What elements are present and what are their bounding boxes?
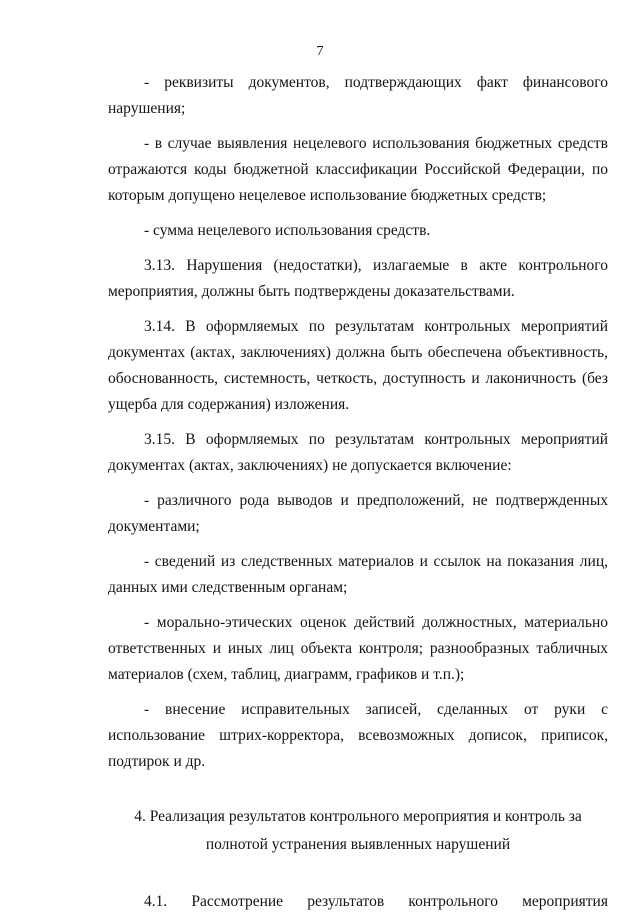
paragraph: - различного рода выводов и предположений, не подтвержденных документами; [108, 492, 608, 535]
paragraph: - реквизиты документов, подтверждающих факт финансового нарушения; [108, 74, 608, 117]
subsection-word: результатов [307, 893, 385, 910]
subsection-word: Рассмотрение [191, 893, 284, 910]
section-heading [108, 803, 608, 859]
section-heading-line: 4. Реализация результатов контрольного мероприятия и контроль за [134, 808, 582, 825]
paragraph: - сведений из следственных материалов и ссылок на показания лиц, данных ими следственным органам; [108, 553, 608, 596]
paragraph: 3.13. Нарушения (недостатки), излагаемые в акте контрольного мероприятия, должны быть подтверждены доказательствами. [108, 257, 608, 300]
document-body [108, 70, 608, 915]
paragraph: - морально-этических оценок действий должностных, материально ответственных и иных лиц объекта контроля; разнообразных табличных материалов (схем, таблиц, диаграмм, графиков и т.п.); [108, 614, 608, 683]
paragraph: - внесение исправительных записей, сделанных от руки с использование штрих-корректора, всевозможных дописок, приписок, подтирок и др. [108, 701, 608, 770]
subsection-number: 4.1. [144, 893, 168, 910]
page-number: 7 [316, 44, 324, 59]
paragraph: 3.15. В оформляемых по результатам контрольных мероприятий документах (актах, заключениях) не допускается включение: [108, 431, 608, 474]
subsection-word: мероприятия [522, 893, 608, 910]
section-heading-line: полнотой устранения выявленных нарушений [205, 836, 511, 853]
subsection-start [108, 889, 608, 915]
paragraph: 3.14. В оформляемых по результатам контрольных мероприятий документах (актах, заключениях) должна быть обеспечена объективность, обоснованность, системность, четкость, доступность и лаконичность (без ущерба для содержания) изложения. [108, 318, 608, 413]
subsection-word: контрольного [408, 893, 498, 910]
paragraph: - в случае выявления нецелевого использования бюджетных средств отражаются коды бюджетной классификации Российской Федерации, по которым допущено нецелевое использование бюджетных средств; [108, 135, 608, 204]
paragraph: - сумма нецелевого использования средств. [144, 222, 431, 239]
